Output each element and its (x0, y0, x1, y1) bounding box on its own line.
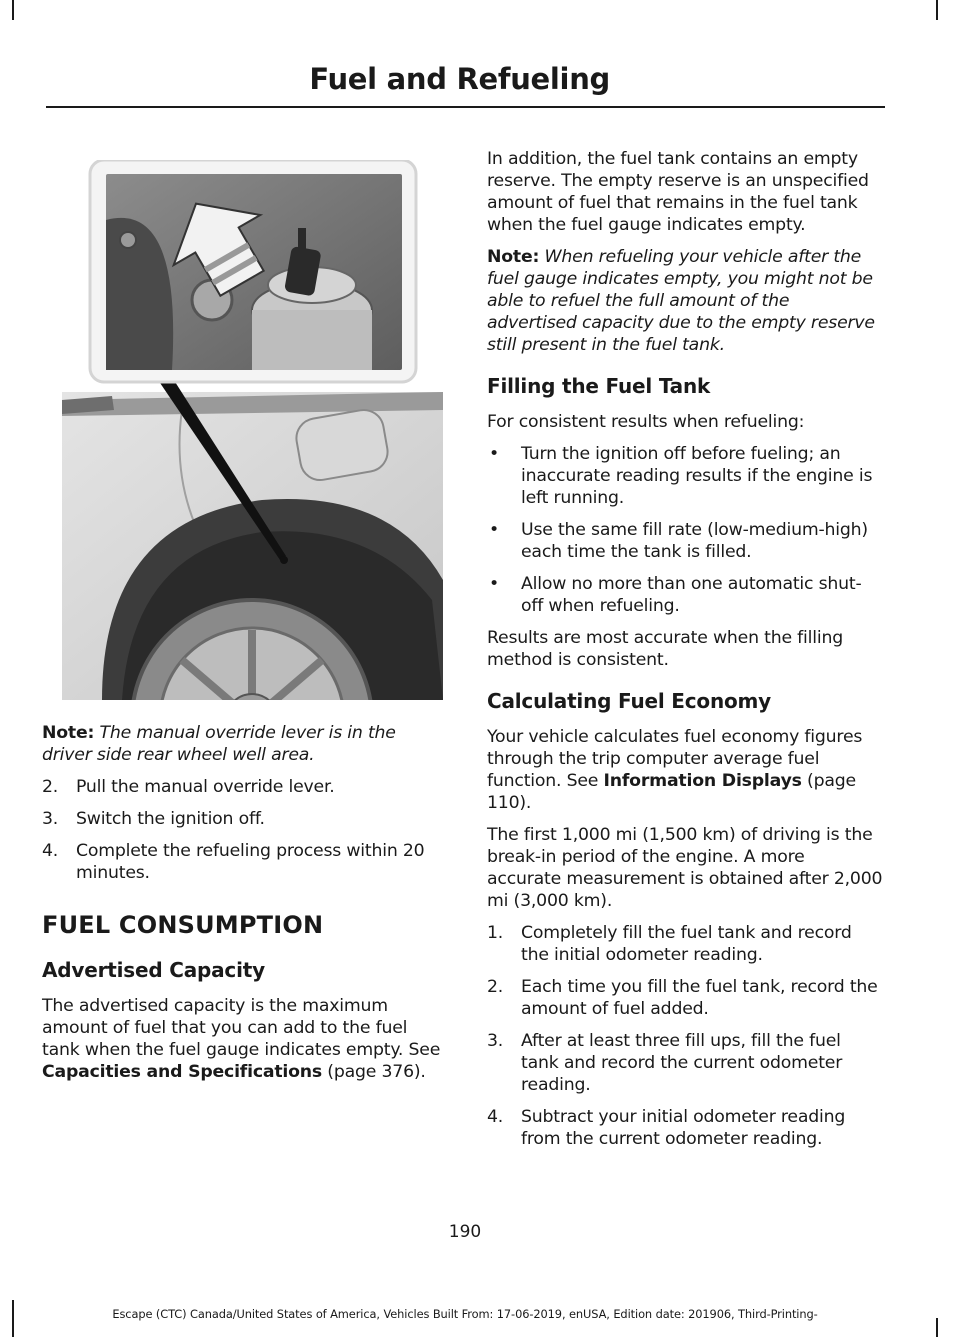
note-text: When refueling your vehicle after the fuel gauge indicates empty, you might not be able to refuel the full amount of the advertised capacity due to the empty reserve still present in the fuel tank. (487, 247, 875, 355)
list-item (487, 922, 883, 966)
step-number: 2. (487, 977, 504, 997)
note (487, 246, 883, 356)
note-label: Note: (487, 247, 540, 267)
step-list (487, 922, 883, 1150)
paragraph: For consistent results when refueling: (487, 412, 805, 432)
step-text: Each time you fill the fuel tank, record the amount of fuel added. (521, 977, 878, 1019)
section-heading: FUEL CONSUMPTION (42, 911, 324, 939)
fuel-override-illustration (62, 160, 443, 700)
step-number: 1. (487, 923, 504, 943)
bullet-text: Turn the ignition off before fueling; an inaccurate reading results if the engine is left running. (521, 444, 873, 508)
page-reference: (page 110). (487, 771, 856, 813)
paragraph (487, 726, 883, 814)
step-number: 3. (42, 809, 59, 829)
paragraph-text: The advertised capacity is the maximum amount of fuel that you can add to the fuel tank when the fuel gauge indicates empty. See (42, 996, 441, 1060)
cross-reference-link[interactable]: Information Displays (603, 771, 802, 791)
bullet-icon: • (489, 520, 499, 540)
step-text: Pull the manual override lever. (76, 777, 335, 797)
paragraph: The first 1,000 mi (1,500 km) of driving is the break-in period of the engine. A more accurate measurement is obtained after 2,000 mi (3,000 km). (487, 825, 883, 911)
right-column (487, 148, 883, 1150)
paragraph: In addition, the fuel tank contains an empty reserve. The empty reserve is an unspecified amount of fuel that remains in the fuel tank when the fuel gauge indicates empty. (487, 149, 869, 235)
page-title: Fuel and Refueling (309, 62, 610, 96)
page-number: 190 (448, 1222, 482, 1242)
step-number: 4. (42, 841, 59, 861)
list-item (487, 1106, 883, 1150)
paragraph-text: Your vehicle calculates fuel economy figures through the trip computer average fuel function. See (487, 727, 863, 791)
step-list (42, 776, 450, 884)
note-text: The manual override lever is in the driver side rear wheel well area. (42, 723, 396, 765)
list-item (487, 519, 883, 563)
list-item (42, 776, 450, 798)
note-label: Note: (42, 723, 95, 743)
paragraph (42, 995, 450, 1083)
subsection-heading: Advertised Capacity (42, 958, 265, 982)
step-number: 2. (42, 777, 59, 797)
list-item (487, 1030, 883, 1096)
list-item (487, 573, 883, 617)
left-column (42, 722, 450, 1083)
step-text: Completely fill the fuel tank and record the initial odometer reading. (521, 923, 852, 965)
bullet-list (487, 443, 883, 617)
crop-mark (12, 0, 14, 20)
step-text: Complete the refueling process within 20 minutes. (76, 841, 425, 883)
list-item (42, 808, 450, 830)
footer-text: Escape (CTC) Canada/United States of America, Vehicles Built From: 17-06-2019, enUSA, Edition date: 201906, Third-Printing- (112, 1307, 818, 1321)
step-number: 3. (487, 1031, 504, 1051)
bullet-text: Use the same fill rate (low-medium-high) each time the tank is filled. (521, 520, 868, 562)
list-item (42, 840, 450, 884)
list-item (487, 976, 883, 1020)
bullet-text: Allow no more than one automatic shut-off when refueling. (521, 574, 862, 616)
step-text: After at least three fill ups, fill the fuel tank and record the current odometer reading. (521, 1031, 843, 1095)
crop-mark (936, 0, 938, 20)
cross-reference-link[interactable]: Capacities and Specifications (42, 1062, 322, 1082)
step-number: 4. (487, 1107, 504, 1127)
subsection-heading: Calculating Fuel Economy (487, 689, 772, 713)
subsection-heading: Filling the Fuel Tank (487, 374, 711, 398)
list-item (487, 443, 883, 509)
step-text: Switch the ignition off. (76, 809, 265, 829)
step-text: Subtract your initial odometer reading from the current odometer reading. (521, 1107, 846, 1149)
note (42, 722, 450, 766)
bullet-icon: • (489, 574, 499, 594)
crop-mark (936, 1318, 938, 1337)
header-rule (46, 106, 885, 108)
page-reference: (page 376). (327, 1062, 426, 1082)
paragraph: Results are most accurate when the filling method is consistent. (487, 628, 843, 670)
bullet-icon: • (489, 444, 499, 464)
